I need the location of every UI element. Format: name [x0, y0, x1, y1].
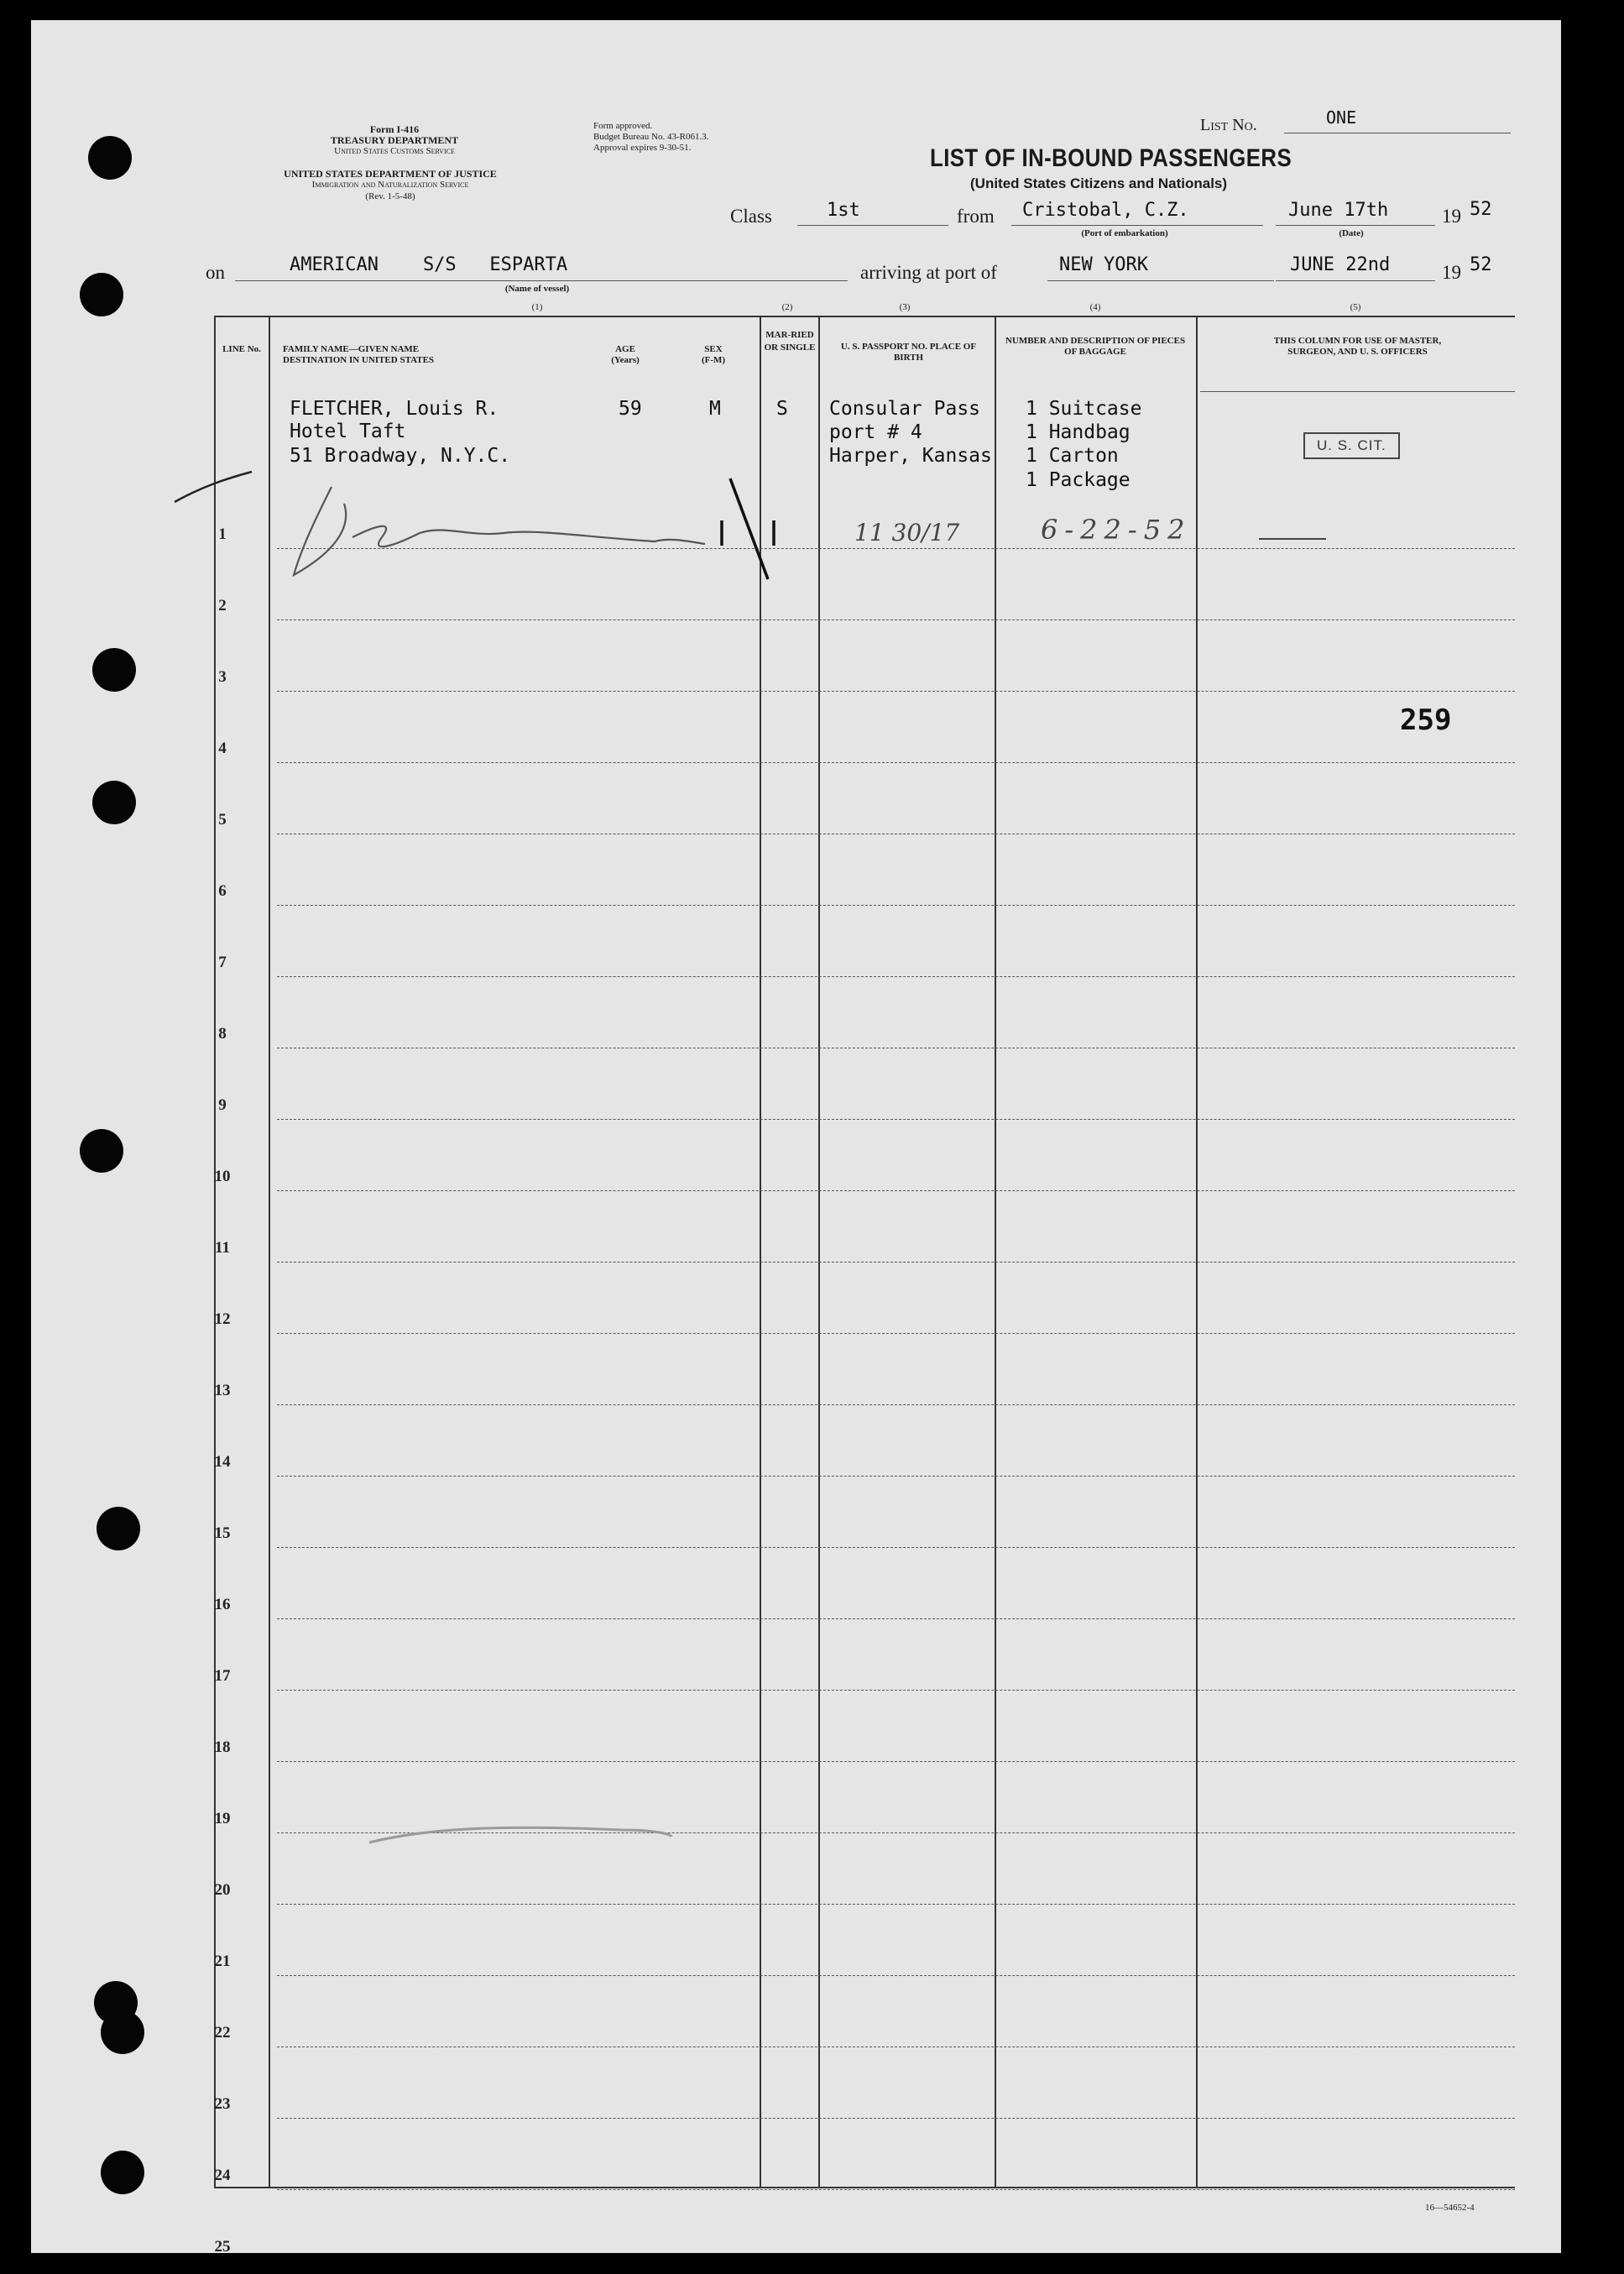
faint-scribble [369, 1827, 671, 1843]
form-approved: Form approved. [593, 121, 653, 131]
passenger-address: 51 Broadway, N.Y.C. [290, 445, 511, 467]
passport-line-1: Consular Pass [829, 398, 981, 420]
column-1-number: (1) [531, 302, 543, 312]
bracket-mark [175, 472, 252, 502]
header-age-sub: (Years) [611, 355, 640, 365]
justice-department: UNITED STATES DEPARTMENT OF JUSTICE [284, 168, 497, 180]
date-caption: (Date) [1339, 228, 1364, 238]
vessel-name: AMERICAN S/S ESPARTA [290, 254, 568, 275]
header-line-no: LINE No. [222, 344, 261, 354]
passenger-marital-status: S [776, 398, 788, 420]
slash-mark [730, 478, 768, 579]
line-number: 15 [214, 1524, 231, 1542]
arrival-port: NEW YORK [1059, 254, 1148, 275]
passenger-age: 59 [619, 398, 642, 420]
baggage-line-2: 1 Handbag [1026, 421, 1131, 443]
page-subtitle: (United States Citizens and Nationals) [970, 175, 1228, 191]
list-no-label: List No. [1200, 116, 1257, 134]
year-value: 52 [1470, 199, 1492, 220]
passenger-hotel: Hotel Taft [290, 421, 406, 442]
column-4-number: (4) [1089, 302, 1101, 312]
handwritten-number: 11 30/17 [854, 519, 960, 546]
arriving-label: arriving at port of [860, 262, 997, 283]
header-age: AGE [615, 344, 635, 354]
passenger-name: FLETCHER, Louis R. [290, 398, 499, 420]
baggage-line-3: 1 Carton [1026, 445, 1119, 467]
approval-expires: Approval expires 9-30-51. [593, 143, 692, 153]
treasury-department: TREASURY DEPARTMENT [330, 134, 459, 146]
customs-service: United States Customs Service [334, 146, 455, 156]
vessel-caption: (Name of vessel) [504, 284, 570, 294]
header-sex: SEX [704, 344, 723, 354]
port-caption: (Port of embarkation) [1081, 228, 1168, 238]
line-number: 13 [214, 1382, 231, 1399]
baggage-line-1: 1 Suitcase [1026, 398, 1142, 420]
line-number: 5 [218, 811, 227, 829]
header-officers: THIS COLUMN FOR USE OF MASTER, SURGEON, AND U. S. OFFICERS [1273, 336, 1442, 357]
year-prefix: 19 [1442, 262, 1461, 283]
budget-bureau: Budget Bureau No. 43-R061.3. [593, 132, 709, 142]
form-number: Form I-416 [369, 123, 420, 135]
column-3-number: (3) [899, 302, 911, 312]
line-number: 16 [214, 1596, 231, 1613]
line-number: 24 [214, 2167, 231, 2184]
class-label: Class [730, 206, 772, 227]
line-number: 11 [215, 1239, 230, 1257]
line-number: 22 [214, 2024, 231, 2041]
line-number: 23 [214, 2095, 231, 2113]
passenger-sex: M [709, 398, 721, 420]
header-sex-sub: (F-M) [701, 355, 726, 365]
header-passport: U. S. PASSPORT NO. PLACE OF BIRTH [840, 342, 977, 363]
on-label: on [206, 262, 225, 283]
line-number: 25 [214, 2238, 231, 2256]
line-number: 1 [218, 525, 227, 543]
arrival-year: 52 [1470, 254, 1492, 275]
revision-date: (Rev. 1-5-48) [365, 191, 415, 201]
line-number: 21 [214, 1953, 231, 1970]
line-number: 8 [218, 1025, 227, 1043]
header-family-name: FAMILY NAME—GIVEN NAME [283, 344, 420, 354]
class-value: 1st [827, 200, 860, 221]
line-number: 3 [218, 668, 227, 686]
line-number: 6 [218, 882, 227, 900]
embarkation-port: Cristobal, C.Z. [1022, 200, 1189, 221]
handwritten-date: 6-22-52 [1041, 514, 1192, 546]
header-baggage: NUMBER AND DESCRIPTION OF PIECES OF BAGGAGE [1005, 336, 1186, 357]
line-number: 20 [214, 1881, 231, 1899]
list-no-value: ONE [1326, 107, 1357, 128]
page-number: 259 [1400, 703, 1452, 737]
embarkation-date: June 17th [1288, 200, 1389, 221]
baggage-line-4: 1 Package [1026, 469, 1131, 491]
line-number: 19 [214, 1810, 231, 1827]
citizen-stamp: U. S. CIT. [1303, 432, 1400, 459]
line-number: 17 [214, 1667, 231, 1685]
line-number: 14 [214, 1453, 231, 1471]
line-number: 10 [214, 1168, 231, 1185]
page-title: LIST OF IN-BOUND PASSENGERS [930, 144, 1292, 172]
header-married: MAR-RIED OR SINGLE [764, 330, 816, 353]
header-destination: DESTINATION IN UNITED STATES [283, 355, 435, 365]
line-number: 9 [218, 1096, 227, 1114]
year-prefix: 19 [1442, 206, 1461, 227]
column-5-number: (5) [1350, 302, 1361, 312]
line-number: 7 [218, 954, 227, 971]
immigration-service: Immigration and Naturalization Service [311, 180, 469, 190]
passport-line-2: port # 4 [829, 421, 922, 443]
line-number: 12 [214, 1310, 231, 1328]
line-number: 2 [218, 597, 227, 614]
place-of-birth: Harper, Kansas [829, 445, 992, 467]
from-label: from [957, 206, 995, 227]
column-2-number: (2) [781, 302, 793, 312]
footer-code: 16—54652-4 [1425, 2203, 1475, 2213]
line-number: 4 [218, 740, 227, 757]
signature-scribble [294, 487, 705, 575]
arrival-date: JUNE 22nd [1290, 254, 1391, 275]
line-number: 18 [214, 1738, 231, 1756]
